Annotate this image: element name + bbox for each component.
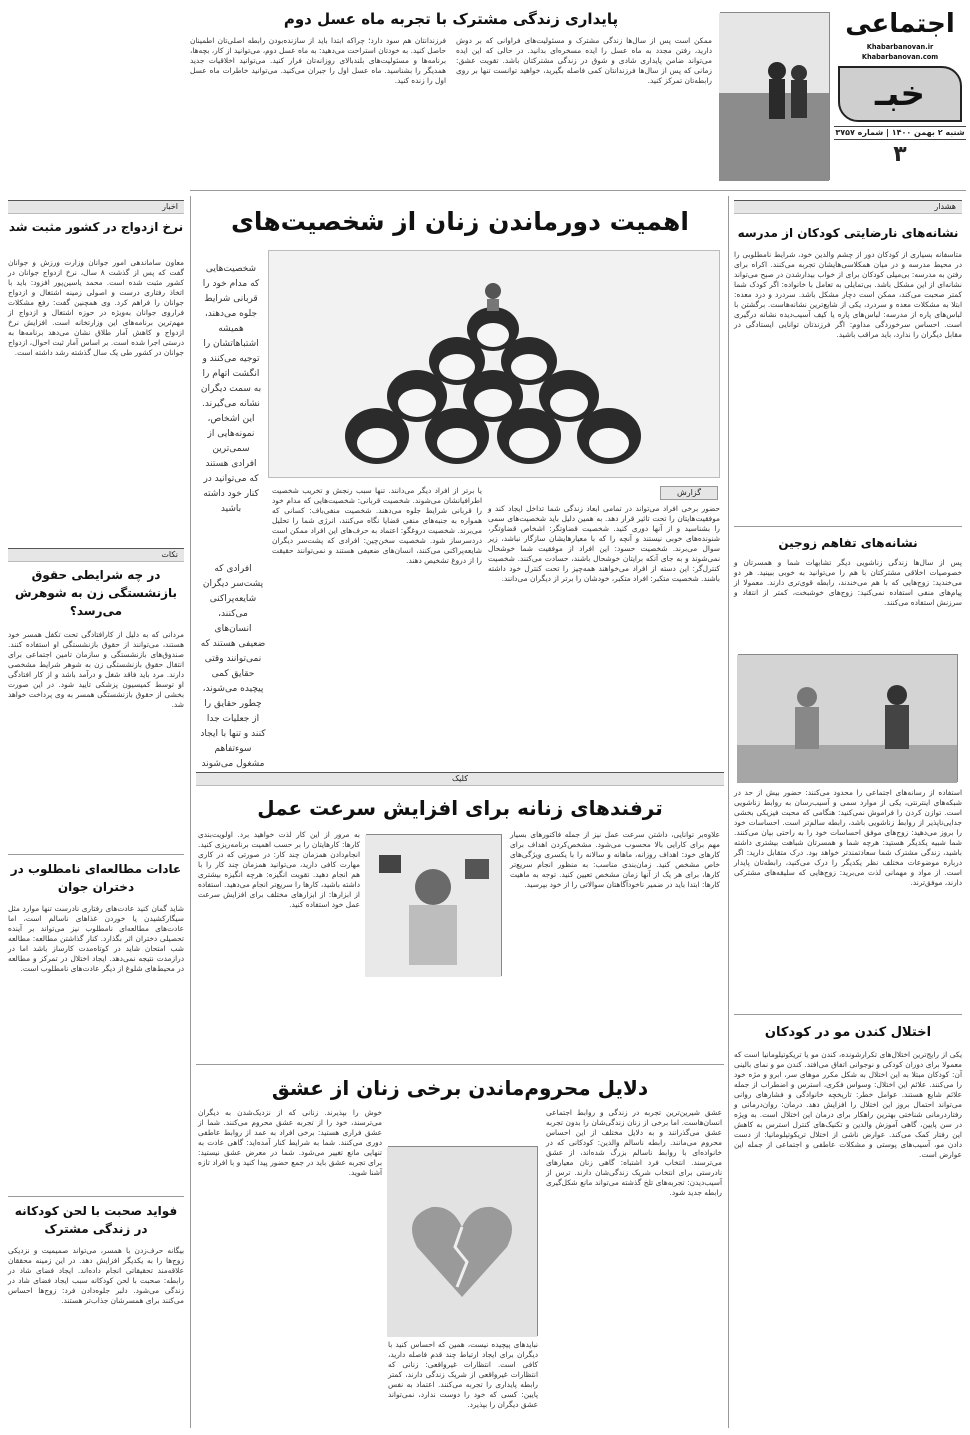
couples-body-2: استفاده از رسانه‌های اجتماعی را محدود می‌کنند: حضور بیش از حد در شبکه‌های اینترنتی، یکی از موارد سمی و آسیب‌رسان به روابط زناشویی است. توازن کردن را فراموش نمی‌کنید: هنگامی که محبت فیزیکی بخشی جدایی‌ناپذیر از روابط زناشویی باشد، رابطه سالم‌تر است. احساسات خود را بروز می‌دهید: زوج‌های موفق احساسات خود را به راحتی بیان می‌کنند. شما شبیه یکدیگر هستید: هرچه شما و همسرتان شباهت بیشتری داشته باشید، زندگی مشترک شما سعادتمندتر خواهد بود. درک متقابل دارید: اگر درباره موضوعات مختلف نظر یکدیگر را درک می‌کنید، رابطه‌تان پایدار است. از مواد و مهمانی لذت می‌برید: زوج‌هایی که سلیقه‌های مشترکی دارند، موفق‌ترند.: [734, 788, 962, 887]
benefits-body: بیگانه حرف‌زدن با همسر، می‌تواند صمیمیت و نزدیکی زوج‌ها را به یکدیگر افزایش دهد. در این زمینه محققان علاقه‌مند تحقیقاتی انجام داده‌اند. ایجاد فضای شاد در رابطه: صحبت با لحن کودکانه سبب ایجاد فضای شاد در زندگی می‌شود. دلبر جلوه‌دادن فرد: زوج‌ها احساس می‌کنند برای همسرشان جذاب‌تر هستند.: [8, 1246, 184, 1305]
couple-bench-illustration: [737, 655, 957, 783]
work-col-a: علاوه‌بر توانایی، داشتن سرعت عمل نیز از جمله فاکتورهای بسیار مهم برای کارایی بالا محسوب می‌شود. مشخص‌کردن اهداف برای کارهای خود: اهداف روزانه، ماهانه و سالانه را با یکسری ویژگی‌های خاص مشخص کنید. زمان‌بندی مناسب: به منظور انجام سریع‌تر کارها، برای هر یک از آنها زمان مشخص تعیین کنید. توجه به ماهیت کارها: ابتدا باید در ضمیر ناخودآگاهتان سوالاتی را از خود بپرسید.: [510, 830, 720, 889]
warning-body: متاسفانه بسیاری از کودکان دور از چشم والدین خود، شرایط نامطلوبی را در محیط مدرسه و در میان همکلاسی‌هایشان تجربه می‌کنند. اکراه برای رفتن به مدرسه: بی‌میلی کودکان برای از خواب بیدارشدن در صبح می‌تواند نشانه‌ای از این مشکل باشد. بی‌تمایلی به تعامل با خانواده: اگر کودک شما کمتر صحبت می‌کند، ممکن است دچار مشکل باشد. سردرد و درد معده: ابتلا به مشکلات معده و سردرد، یکی از شایع‌ترین نشانه‌هاست. برگشتن با لباس‌های پاره از مدرسه: لباس‌های پاره یا کیف آسیب‌دیده نشانه درگیری است. احساس سرخوردگی مداوم: اگر فرزندتان توانایی ایستادگی در مقابل دیگران را ندارد، باید مراقب باشید.: [734, 250, 962, 339]
love-col-c: نبایدهای پیچیده نیست، همین که احساس کنید با دیگران برای ایجاد ارتباط چند قدم فاصله دارید، کافی است. انتظارات غیرواقعی: زنانی که انتظارات غیرواقعی از شریک زندگی دارند، کمتر رابطه پایداری را تجربه می‌کنند. اعتماد به نفس پایین: کسی که خود را دوست ندارد، نمی‌تواند عشق دیگران را بپذیرد.: [388, 1340, 538, 1409]
top-col-1: ممکن است پس از سال‌ها زندگی مشترک و مسئولیت‌های فراوانی که بر دوش دارید، رفتن مجدد به ماه عسل را ایده مسخره‌ای بدانید. در حالی که این ایده می‌تواند ضامن پایداری شادی و شوق در زندگی مشترکتان باشد. تقویت عشق: زمانی که پس از سال‌ها فرزندانتان کمی فاصله بگیرید، خواهید توانست تنها بر روی رابطه‌تان تمرکز کنید.: [456, 36, 712, 85]
masthead: [834, 6, 966, 178]
work-headline: ترفندهای زنانه برای افزایش سرعت عمل: [257, 796, 663, 820]
site-urls: Khabarbanovan.ir Khabarbanovan.com: [861, 43, 939, 61]
study-body: شاید گمان کنید عادت‌های رفتاری نادرست تنها موارد مثل سیگارکشیدن یا خوردن غذاهای ناسالم است، اما عادت‌های مطالعه‌ای نامطلوب نیز می‌تواند بر آینده تحصیلی دختران اثر بگذارد. کنار گذاشتن مطالعه: مطالعه شب امتحان شاید در کوتاه‌مدت کارساز باشد اما در درازمدت نتیجه نمی‌دهد. ایجاد اختلال در تمرکز و مطالعه در محیط‌های شلوغ از دیگر عادت‌های نامطلوب است.: [8, 904, 184, 973]
feature-col-b: یا برتر از افراد دیگر می‌دانند. تنها سبب رنجش و تخریب شخصیت اطرافیانشان می‌شوند. شخصیت قربانی: شخصیت‌هایی که مدام خود را قربانی شرایط جلوه می‌دهند. شخصیت منفی‌باف: کسانی که همواره به جنبه‌های منفی قضایا نگاه می‌کنند، انرژی شما را تحلیل می‌برند. شخصیت دروغگو: اعتماد به حرف‌های این افراد ممکن است دردسرساز شود. شخصیت سخن‌چین: افرادی که پشت‌سر دیگران شایعه‌پراکنی می‌کنند، انسان‌های ضعیفی هستند و نمی‌توانند حقیقت را از دروغ تشخیص دهند.: [272, 486, 482, 565]
tips-label: نکات: [8, 548, 184, 562]
feature-headline: اهمیت دورماندن زنان از شخصیت‌های: [231, 207, 689, 236]
top-col-2: فرزندانتان هم سود دارد؛ چراکه ابتدا باید از سازنده‌بودن رابطه اصلی‌تان اطمینان حاصل کنید. به خودتان استراحت می‌دهید: به ماه عسل دوم، می‌توانید از کار، بچه‌ها، برنامه‌ها و مسئولیت‌های بلندبالای روزانه‌تان فرار کنید. می‌توانید اخلاقیات جدید همدیگر را بشناسید. ماه عسل اول را جبران می‌کنید. می‌توانید خاطرات ماه عسل اول را زنده کنید.: [190, 36, 446, 85]
benefits-headline: فواید صحبت با لحن کودکانه در زندگی مشترک: [14, 1204, 178, 1236]
love-col-b: خوش را بپذیرند. زنانی که از نزدیک‌شدن به دیگران می‌ترسند، خود را از تجربه عشق محروم می‌کنند. شما از عشق فراری هستید: برخی افراد به عمد از روابط عاطفی دوری می‌کنند. شما به شرایط کنار آمده‌اید: گاهی عادت به تنهایی مانع تغییر می‌شود. شما در معرض عشق نیستید: برای تجربه عشق باید در جمع حضور پیدا کنید و با افراد تازه آشنا شوید.: [198, 1108, 382, 1177]
pull-quote-1: شخصیت‌هایی که مدام خود را قربانی شرایط جلوه می‌دهند، همیشه اشتباهاتشان را توجیه می‌کنند و انگشت اتهام را به سمت دیگران نشانه می‌گیرند. این اشخاص، نمونه‌هایی از سمی‌ترین افرادی هستند که می‌توانید در کنار خود داشته باشید: [200, 264, 262, 514]
love-headline: دلایل محروم‌ماندن برخی زنان از عشق: [271, 1076, 649, 1100]
page-number: ۳: [893, 142, 907, 167]
woman-phone-illustration: [365, 835, 501, 977]
section-title: اجتماعی: [845, 9, 955, 39]
logo-box: [838, 66, 962, 122]
love-col-a: عشق شیرین‌ترین تجربه در زندگی و روابط اجتماعی انسان‌هاست. اما برخی از زنان زندگی‌شان را بدون تجربه عشق می‌گذرانند و به دلایل مختلف از این احساس محروم می‌مانند. رابطه ناسالم والدین: کودکانی که در خانواده‌ای با روابط ناسالم بزرگ شده‌اند، از عشق می‌ترسند. انتخاب فرد اشتباه: گاهی زنان معیارهای نادرستی برای انتخاب شریک زندگی‌شان دارند. ترس از آسیب‌دیدن: تجربه‌های تلخ گذشته می‌تواند مانع شکل‌گیری رابطه جدید شود.: [546, 1108, 722, 1197]
top-divider: [190, 190, 966, 191]
warning-headline: نشانه‌های نارضایتی کودکان از مدرسه: [737, 226, 959, 240]
feature-col-a: حضور برخی افراد می‌تواند در تمامی ابعاد زندگی شما تداخل ایجاد کند و موفقیت‌هایتان را تحت تاثیر قرار دهد. به همین دلیل باید شخصیت‌های سمی را بشناسید و از آنها دوری کنید. شخصیت قضاوتگر: اشخاص قضاوتگر، شنونده‌های خوبی نیستند و آنچه را که با معیارهایشان سازگار نباشد، زیر سوال می‌برند. شخصیت حسود: این افراد از موفقیت شما خوشحال نمی‌شوند و به جای آنکه برایتان خوشحال باشند، حسادت می‌کنند. شخصیت کنترل‌گر: این دسته از افراد می‌خواهند همه‌چیز را تحت کنترل خود داشته باشند. شخصیت متکبر: افراد متکبر، خودشان را برتر از دیگران می‌دانند.: [488, 504, 720, 583]
busy-woman-photo: [366, 834, 502, 976]
report-label-text: گزارش: [676, 488, 702, 497]
top-headline: پایداری زندگی مشترک با تجربه ماه عسل دوم: [283, 10, 619, 28]
tips-body: مردانی که به دلیل از کارافتادگی تحت تکفل همسر خود هستند، می‌توانند از حقوق بازنشستگی او استفاده کنند. صندوق‌های بازنشستگی و سازمان تامین اجتماعی برای انتقال حقوق بازنشستگی زن به شوهر شرایط مشخصی دارند. مرد باید فاقد شغل و درآمد باشد و از کار افتادگی او توسط کمیسیون پزشکی تایید شود. در این صورت بخشی از حقوق بازنشستگی همسر به وی پرداخت خواهد شد.: [8, 630, 184, 709]
couples-body: پس از سال‌ها زندگی زناشویی دیگر تشابهات شما و همسرتان و خصوصیات اخلاقی مشترکتان با هم را می‌توانید به خوبی ببینید. هر دو می‌خندید: زوج‌هایی که با هم می‌خندند، رابطه قوی‌تری دارند. معمولا از پیام‌های منفی استفاده نمی‌کنید: زوج‌های خوشبخت، کمتر از انتقاد و سرزنش استفاده می‌کنند.: [734, 558, 962, 607]
work-label: [196, 772, 724, 786]
right-col-rule: [728, 196, 729, 1428]
broken-heart-illustration: [387, 1147, 537, 1337]
left-col-rule: [190, 196, 191, 1428]
pull-quote-2: افرادی که پشت‌سر دیگران شایعه‌پراکنی می‌کنند، انسان‌های ضعیفی هستند که نمی‌توانند وقتی حقایق کمی پیچیده می‌شوند، چطور حقایق را از جعلیات جدا کنند و تنها با ایجاد سوءتفاهم مشغول می‌شوند: [200, 564, 266, 769]
photo-illustration: [719, 13, 829, 181]
left-divider-1: [8, 854, 184, 855]
dateline: شنبه ۲ بهمن ۱۴۰۰ | شماره ۳۷۵۷: [834, 126, 966, 140]
couple-bench-photo: [738, 654, 958, 782]
warning-label: هشدار: [734, 200, 962, 214]
report-label: [660, 486, 718, 500]
broken-heart-photo: [388, 1146, 538, 1336]
work-col-b: به مرور از این کار لذت خواهید برد. اولویت‌بندی کارها: کارهایتان را بر حسب اهمیت برنامه‌ریزی کنید. انجام‌دادن همزمان چند کار: در صورتی که در کاری مهارت کافی دارید، می‌توانید همزمان چند کار را با هم انجام دهید. تقویت انگیزه: هرچه انگیزه بیشتری داشته باشید، کارها را سریع‌تر انجام می‌دهید. استفاده از ابزارها: از ابزارهای مختلف برای افزایش سرعت عمل خود استفاده کنید.: [198, 830, 360, 909]
toxic-illustration: [268, 250, 720, 478]
right-divider-1: [734, 526, 962, 527]
study-headline: عادات مطالعه‌ای نامطلوب در دختران جوان: [10, 862, 182, 894]
kids-body: یکی از رایج‌ترین اختلال‌های تکرارشونده، کندن مو یا تریکوتیلومانیا است که معمولا برای دوران کودکی و نوجوانی اتفاق می‌افتد. کندن مو و نمای بالینی آن: کودکان مبتلا به این اختلال به شکل مکرر موهای سر، ابرو و مژه خود را می‌کنند. علائم این اختلال: وسواس فکری، استرس و اضطراب از جمله علائم شایع هستند. عوامل خطر: تاریخچه خانوادگی و فشارهای روانی می‌تواند احتمال بروز این اختلال را افزایش دهد. درمان: روان‌درمانی و رفتاردرمانی شناختی بهترین راهکار برای درمان این اختلال است. به ویژه در سن پایین، گاهی آموزش والدین و تکنیک‌های کنترل استرس به کاهش این رفتار کمک می‌کند. عوارض ناشی از اختلال تریکوتیلومانیا: از دست دادن مو، آسیب‌های پوستی و مشکلات عاطفی و اجتماعی از جمله این عوارض است.: [734, 1050, 962, 1159]
faces-pyramid-drawing: [267, 251, 719, 479]
news-label: اخبار: [8, 200, 184, 214]
top-story: [190, 8, 712, 186]
center-divider: [196, 1064, 724, 1065]
tips-headline: در چه شرایطی حقوق بازنشستگی زن به شوهرش می‌رسد؟: [15, 568, 177, 618]
news-body: معاون ساماندهی امور جوانان وزارت ورزش و جوانان گفت که پس از گذشت ۸ سال، نرخ ازدواج جوانان در کشور مثبت شده است. محمد یاسین‌پور افزود: باید با اتخاذ رفتاری درست و اصولی زمینه اشتغال و ازدواج جوانان را فراهم کرد. وی همچنین گفت: رفع مشکلات فراروی جوانان به‌ویژه در حوزه اشتغال و ازدواج از مهم‌ترین برنامه‌های این وزارتخانه است. افزایش نرخ ازدواج و کاهش آمار طلاق نشان می‌دهد برنامه‌ها به درستی اجرا شده است. بر اساس آمار ثبت احوال، ازدواج جوانان در کشور طی یک سال گذشته رشد داشته است.: [8, 258, 184, 357]
work-label-text: کلیک: [451, 774, 469, 783]
couples-headline: نشانه‌های تفاهم زوجین: [778, 536, 918, 550]
couple-sea-photo: [720, 12, 830, 180]
logo-text: خبـ: [875, 74, 926, 114]
right-divider-2: [734, 1014, 962, 1015]
kids-headline: اختلال کندن مو در کودکان: [764, 1025, 932, 1040]
news-headline: نرخ ازدواج در کشور مثبت شد: [8, 220, 184, 234]
left-divider-2: [8, 1196, 184, 1197]
